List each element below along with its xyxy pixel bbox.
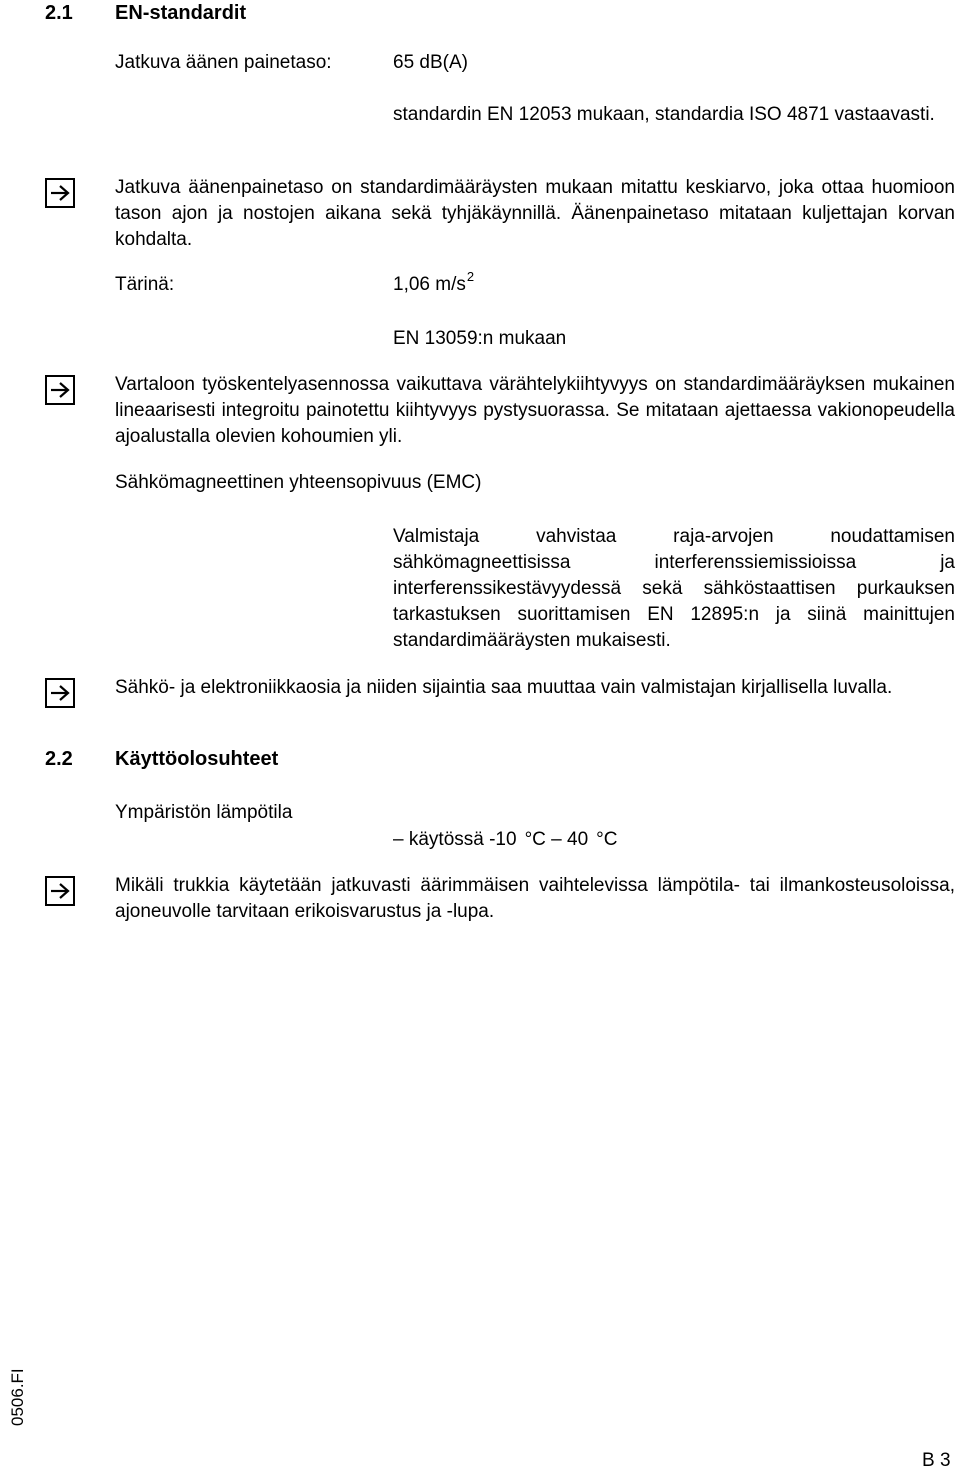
vibration-value-exponent: 2 bbox=[466, 269, 475, 284]
noise-label: Jatkuva äänen painetaso: bbox=[115, 52, 332, 73]
temperature-max: °C – 40 bbox=[524, 829, 589, 850]
section-title: EN-standardit bbox=[115, 2, 247, 24]
arrow-right-icon bbox=[45, 375, 75, 405]
noise-standard: standardin EN 12053 mukaan, standardia ISO 4871 vastaavasti. bbox=[393, 104, 935, 125]
arrow-right-icon bbox=[45, 678, 75, 708]
arrow-right-icon bbox=[45, 178, 75, 208]
temperature-min: – käytössä -10 bbox=[393, 829, 517, 850]
temperature-range bbox=[393, 827, 617, 853]
note-text: Mikäli trukkia käytetään jatkuvasti äärimmäisen vaihtelevissa lämpötila- tai ilmankosteusoloissa, ajoneuvolle tarvitaan erikoisvarustus ja -lupa. bbox=[115, 875, 955, 922]
vibration-label: Tärinä: bbox=[115, 274, 175, 295]
temperature-label: Ympäristön lämpötila bbox=[115, 802, 293, 823]
document-code-text: 0506.FI bbox=[8, 1368, 27, 1426]
section-number: 2.1 bbox=[45, 2, 73, 24]
section-title: Käyttöolosuhteet bbox=[115, 748, 279, 770]
section-number: 2.2 bbox=[45, 748, 73, 770]
vibration-value bbox=[393, 269, 475, 299]
emc-label: Sähkömagneettinen yhteensopivuus (EMC) bbox=[115, 472, 482, 493]
note-text: Sähkö- ja elektroniikkaosia ja niiden sijaintia saa muuttaa vain valmistajan kirjallisella luvalla. bbox=[115, 677, 893, 698]
vibration-value-main: 1,06 m/s bbox=[393, 274, 466, 295]
page-number: B 3 bbox=[922, 1450, 951, 1471]
document-code bbox=[0, 1362, 30, 1426]
note-text: Jatkuva äänenpainetaso on standardimääräysten mukaan mitattu keskiarvo, joka ottaa huomioon tason ajon ja nostojen aikana sekä tyhjäkäynnillä. Äänenpainetaso mitataan kuljettajan korvan kohdalta. bbox=[115, 177, 955, 250]
vibration-standard: EN 13059:n mukaan bbox=[393, 328, 567, 349]
emc-text: Valmistaja vahvistaa raja-arvojen noudattamisen sähkömagneettisissa interferenssiemissioissa ja interferenssikestävyydessä sekä sähköstaattisen purkauksen tarkastuksen suorittamisen EN 12895:n ja siinä mainittujen standardimääräysten mukaisesti. bbox=[393, 526, 955, 651]
arrow-right-icon bbox=[45, 876, 75, 906]
note-text: Vartaloon työskentelyasennossa vaikuttava värähtelykiihtyvyys on standardimääräyksen mukainen lineaarisesti integroitu painotettu kiihtyvyys pystysuorassa. Se mitataan ajettaessa vakionopeudella ajoalustalla olevien kohoumien yli. bbox=[115, 374, 955, 447]
temperature-unit: °C bbox=[596, 829, 618, 850]
noise-value: 65 dB(A) bbox=[393, 52, 468, 73]
